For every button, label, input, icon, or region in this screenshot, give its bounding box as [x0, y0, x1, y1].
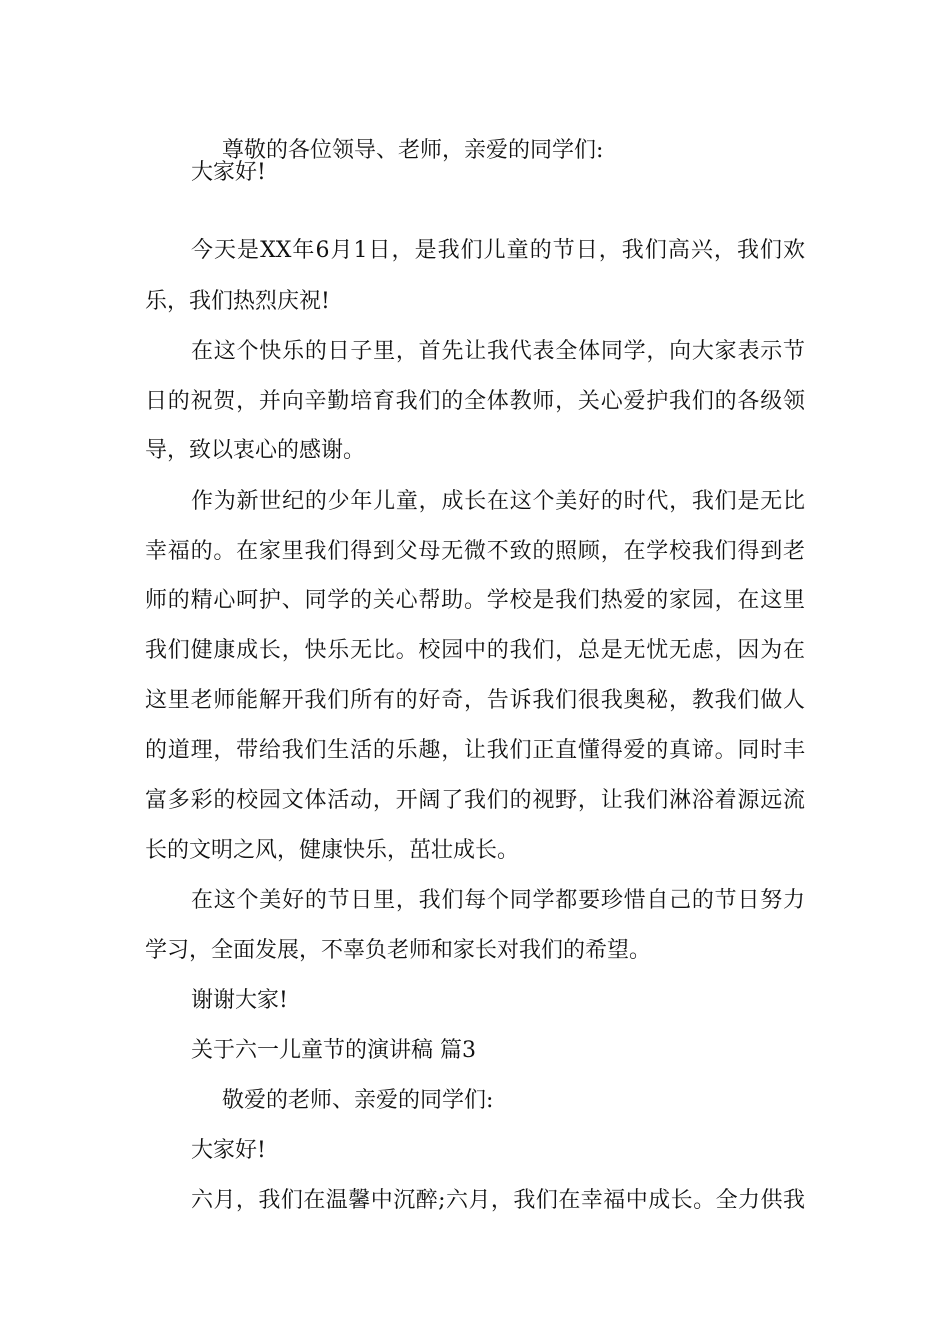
greeting-line: 尊敬的各位领导、老师，亲爱的同学们:	[222, 138, 604, 163]
paragraph-line: 导，致以衷心的感谢。	[145, 438, 366, 463]
paragraph-line: 日的祝贺，并向辛勤培育我们的全体教师，关心爱护我们的各级领	[145, 389, 805, 414]
hello-line: 大家好!	[191, 160, 266, 185]
paragraph-line: 这里老师能解开我们所有的好奇，告诉我们很我奥秘，教我们做人	[145, 688, 805, 713]
paragraph-line: 富多彩的校园文体活动，开阔了我们的视野，让我们淋浴着源远流	[145, 788, 805, 813]
paragraph-line: 在这个美好的节日里，我们每个同学都要珍惜自己的节日努力	[191, 888, 805, 913]
paragraph-line: 我们健康成长，快乐无比。校园中的我们，总是无忧无虑，因为在	[145, 638, 805, 663]
paragraph-line: 作为新世纪的少年儿童，成长在这个美好的时代，我们是无比	[191, 489, 805, 514]
hello-line: 大家好!	[191, 1138, 266, 1163]
paragraph-line: 学习，全面发展，不辜负老师和家长对我们的希望。	[145, 938, 652, 963]
paragraph-line: 长的文明之风，健康快乐，茁壮成长。	[145, 838, 520, 863]
paragraph-line: 今天是XX年6月1日，是我们儿童的节日，我们高兴，我们欢	[191, 238, 805, 263]
paragraph-line: 六月，我们在温馨中沉醉;六月，我们在幸福中成长。全力供我	[191, 1188, 805, 1213]
thanks-line: 谢谢大家!	[191, 988, 288, 1013]
paragraph-line: 在这个快乐的日子里，首先让我代表全体同学，向大家表示节	[191, 339, 805, 364]
paragraph-line: 师的精心呵护、同学的关心帮助。学校是我们热爱的家园，在这里	[145, 588, 805, 613]
paragraph-line: 乐，我们热烈庆祝!	[145, 289, 330, 314]
paragraph-line: 的道理，带给我们生活的乐趣，让我们正直懂得爱的真谛。同时丰	[145, 738, 805, 763]
greeting-line: 敬爱的老师、亲爱的同学们:	[222, 1088, 494, 1113]
paragraph-line: 幸福的。在家里我们得到父母无微不致的照顾，在学校我们得到老	[145, 539, 805, 564]
section-title: 关于六一儿童节的演讲稿 篇3	[191, 1038, 476, 1063]
